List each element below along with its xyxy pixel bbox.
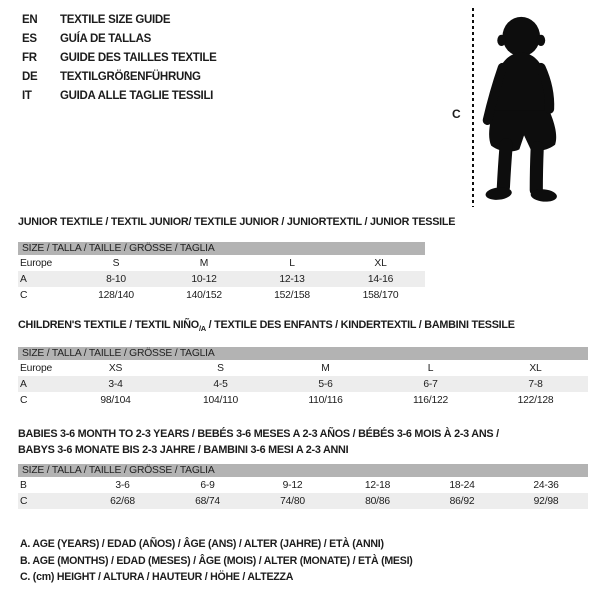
cell: 128/140 [98,289,134,301]
table-row-height [18,493,588,509]
col-header: Europe [20,257,53,269]
row-label: C [18,493,80,509]
footnote-c: C. (cm) HEIGHT / ALTURA / HAUTEUR / HÖHE / ALTEZZA [20,571,294,583]
column-header-row [18,360,588,376]
cell: 74/80 [250,493,335,509]
cell: 62/68 [80,493,165,509]
junior-table-title: JUNIOR TEXTILE / TEXTIL JUNIOR/ TEXTILE JUNIOR / JUNIORTEXTIL / JUNIOR TESSILE [18,216,456,228]
size-band-row [18,464,588,477]
cell: 80/86 [335,493,420,509]
cell: 116/122 [412,394,449,406]
cell: 24-36 [533,479,559,491]
title-part: CHILDREN'S TEXTILE / TEXTIL NIÑO [18,319,199,331]
cell: 14-16 [336,271,425,287]
lang-code: ES [22,32,37,45]
col-header: S [217,362,224,374]
title-part: / TEXTILE DES ENFANTS / KINDERTEXTIL / BAMBINI TESSILE [205,319,515,331]
children-size-table [18,347,588,408]
row-label: C [20,394,28,406]
height-measure-dotted-line [472,8,474,207]
cell: 8-10 [72,271,160,287]
table-row-age [18,271,425,287]
col-header: S [112,257,120,269]
cell: 68/74 [165,493,250,509]
col-header: XL [374,257,387,269]
cell: 6-7 [378,376,483,392]
col-header: L [427,362,434,374]
size-band-label: SIZE / TALLA / TAILLE / GRÖSSE / TAGLIA [18,464,588,477]
row-label: C [20,289,28,301]
lang-row-fr [22,48,217,67]
cell: 110/116 [308,394,343,406]
lang-title: TEXTILGRÖßENFÜHRUNG [60,70,201,83]
cell: 92/98 [504,493,588,509]
footnotes [20,536,413,586]
babies-title-line2: BABYS 3-6 MONATE BIS 2-3 JAHRE / BAMBINI 3-6 MESI A 2-3 ANNI [18,443,349,456]
cell: 3-6 [115,479,130,491]
col-header: M [321,362,330,374]
row-label: A [18,271,72,287]
lang-row-it [22,86,217,105]
cell: 3-4 [63,376,168,392]
cell: 104/110 [202,394,239,406]
size-band-row [18,242,425,255]
lang-code: FR [22,51,37,64]
title-subscript: /A [198,324,206,334]
cell: 18-24 [449,479,475,491]
cell: 10-12 [160,271,248,287]
height-measure-label: C [452,107,461,121]
cell: 98/104 [100,394,131,406]
cell: 7-8 [483,376,588,392]
lang-row-de [22,67,217,86]
cell: 122/128 [517,394,554,406]
lang-title: GUÍA DE TALLAS [60,32,151,45]
lang-code: IT [22,89,32,102]
cell: 5-6 [273,376,378,392]
babies-size-table [18,464,588,509]
lang-row-en [22,10,217,29]
lang-title: TEXTILE SIZE GUIDE [60,13,171,26]
lang-row-es [22,29,217,48]
cell: 12-18 [364,479,391,491]
cell: 4-5 [168,376,273,392]
col-header: XL [529,362,542,374]
cell: 6-9 [200,479,215,491]
size-band-label: SIZE / TALLA / TAILLE / GRÖSSE / TAGLIA [18,347,588,360]
footnote-b: B. AGE (MONTHS) / EDAD (MESES) / ÂGE (MOIS) / ALTER (MONATE) / ETÀ (MESI) [20,554,413,567]
lang-code: DE [22,70,38,83]
col-header: Europe [20,362,53,374]
row-label: B [20,479,27,491]
table-row-age-months [18,477,588,493]
babies-title-line1: BABIES 3-6 MONTH TO 2-3 YEARS / BEBÉS 3-6 MESES A 2-3 AÑOS / BÉBÉS 3-6 MOIS À 2-3 ANS / [18,428,499,440]
lang-code: EN [22,13,38,26]
lang-title: GUIDA ALLE TAGLIE TESSILI [60,89,214,102]
size-band-label: SIZE / TALLA / TAILLE / GRÖSSE / TAGLIA [18,242,425,255]
language-header [22,10,217,105]
cell: 86/92 [420,493,504,509]
table-row-height [18,392,588,408]
col-header: XS [108,362,123,374]
children-table-title [18,318,515,337]
column-header-row [18,255,425,271]
cell: 152/158 [274,289,310,301]
cell: 140/152 [186,289,222,301]
footnote-a: A. AGE (YEARS) / EDAD (AÑOS) / ÂGE (ANS) / ALTER (JAHRE) / ETÀ (ANNI) [20,538,384,550]
col-header: L [289,257,295,269]
cell: 9-12 [282,479,303,491]
table-row-height [18,287,425,303]
size-band-row [18,347,588,360]
row-label: A [18,376,63,392]
babies-table-title [18,427,499,458]
table-row-age [18,376,588,392]
cell: 158/170 [362,289,399,301]
cell: 12-13 [248,271,336,287]
toddler-silhouette-image [478,10,572,208]
lang-title: GUIDE DES TAILLES TEXTILE [60,51,217,64]
junior-size-table [18,242,425,303]
col-header: M [199,257,209,269]
